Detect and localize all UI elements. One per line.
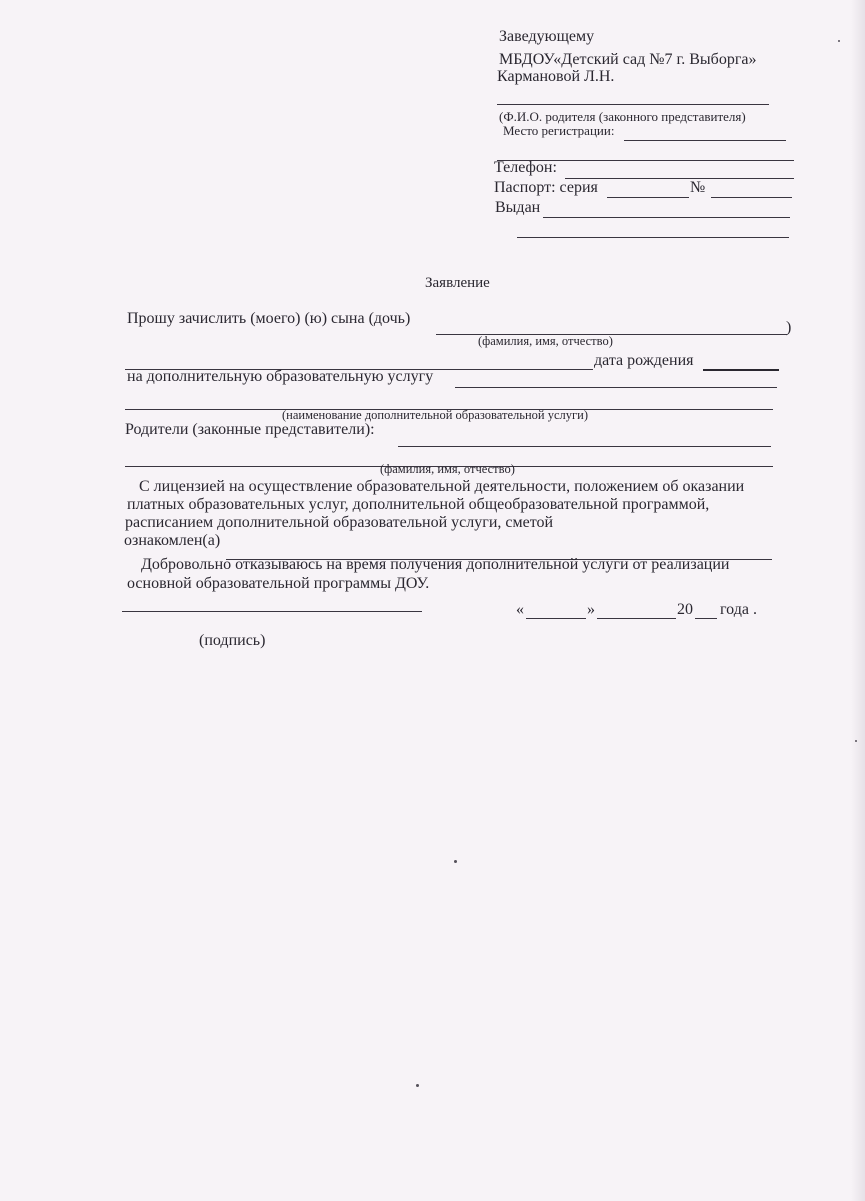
scan-speck: [454, 860, 457, 863]
birth-date-label: дата рождения: [594, 352, 694, 369]
signature-caption: (подпись): [199, 632, 266, 649]
document-title: Заявление: [425, 275, 490, 291]
page-edge-shadow: [851, 0, 865, 1201]
license-line-3: расписанием дополнительной образовательной услуги, сметой: [125, 514, 554, 531]
date-close-quote: »: [587, 601, 595, 618]
registration-line: [624, 140, 786, 141]
license-line-1: С лицензией на осуществление образовательной деятельности, положением об оказании: [139, 478, 745, 495]
date-year-prefix: 20: [677, 601, 693, 618]
issued-label: Выдан: [495, 199, 541, 216]
service-caption: (наименование дополнительной образовательной услуги): [282, 408, 588, 422]
parents-caption: (фамилия, имя, отчество): [380, 462, 515, 476]
issued-line-2: [517, 237, 789, 238]
scan-speck: [416, 1084, 419, 1087]
service-line: [455, 387, 777, 388]
license-line-2: платных образовательных услуг, дополнительной общеобразовательной программой,: [127, 496, 710, 513]
passport-series-label: Паспорт: серия: [494, 179, 598, 196]
phone-label: Телефон:: [494, 159, 557, 176]
parent-name-line: [497, 104, 769, 105]
refusal-line-2: основной образовательной программы ДОУ.: [127, 575, 430, 592]
date-open-quote: «: [516, 601, 524, 618]
passport-number-line: [711, 197, 792, 198]
acquainted-label: ознакомлен(а): [124, 532, 221, 549]
child-name-caption: (фамилия, имя, отчество): [478, 334, 613, 348]
birth-date-line: [703, 369, 779, 371]
enroll-close-paren: ): [786, 319, 792, 336]
refusal-line-1: Добровольно отказываюсь на время получения дополнительной услуги от реализации: [141, 556, 730, 573]
phone-line: [565, 178, 794, 179]
date-month-line: [597, 618, 676, 619]
recipient-line-3: Кармановой Л.Н.: [497, 68, 615, 85]
recipient-line-1: Заведующему: [499, 28, 595, 45]
issued-line: [543, 217, 790, 218]
date-year-suffix: года .: [720, 601, 757, 618]
passport-number-label: №: [690, 179, 706, 196]
date-day-line: [526, 618, 586, 619]
enroll-text: Прошу зачислить (моего) (ю) сына (дочь): [127, 310, 411, 327]
date-year-line: [695, 618, 717, 619]
parent-name-caption: (Ф.И.О. родителя (законного представителя): [499, 109, 746, 124]
passport-series-line: [607, 197, 689, 198]
parents-line: [398, 446, 771, 447]
service-label: на дополнительную образовательную услугу: [127, 368, 434, 385]
signature-line: [122, 611, 422, 612]
scan-speck: [838, 40, 840, 42]
registration-label: Место регистрации:: [503, 123, 615, 138]
parents-label: Родители (законные представители):: [125, 421, 375, 438]
recipient-line-2: МБДОУ«Детский сад №7 г. Выборга»: [499, 51, 757, 68]
scan-speck: [855, 740, 857, 742]
